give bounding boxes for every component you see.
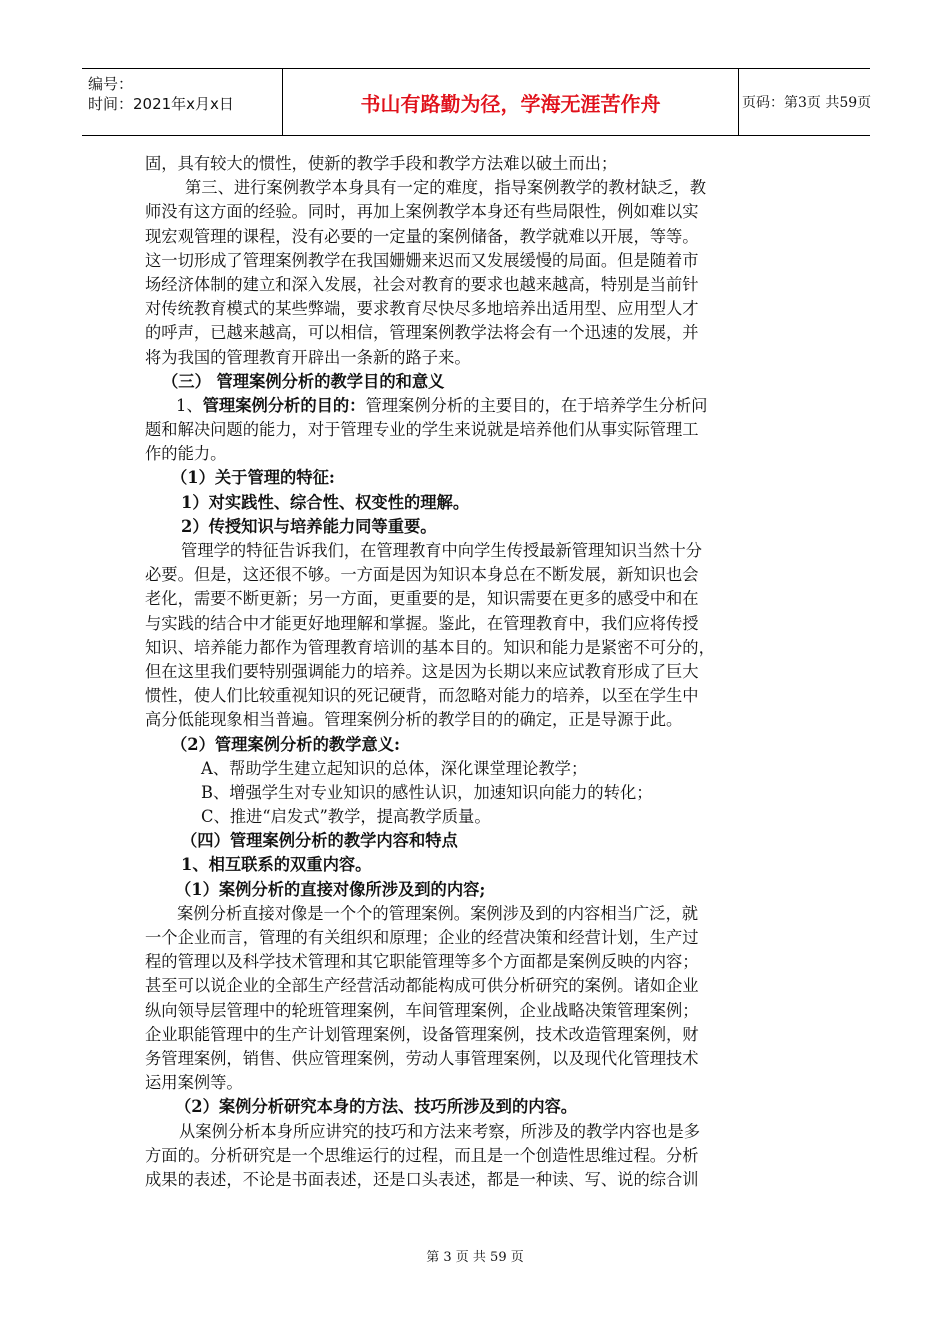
text-line: 从案例分析本身所应讲究的技巧和方法来考察，所涉及的教学内容也是多 — [179, 1121, 701, 1141]
text-line: 惯性，使人们比较重视知识的死记硬背，而忽略对能力的培养，以至在学生中 — [145, 686, 699, 706]
text-line: 成果的表述，不论是书面表述，还是口头表述，都是一种读、写、说的综合训 — [145, 1169, 699, 1189]
text-line: 1、相互联系的双重内容。 — [181, 855, 372, 875]
text-line: 必要。但是，这还很不够。一方面是因为知识本身总在不断发展，新知识也会 — [145, 565, 699, 585]
text-line: 师没有这方面的经验。同时，再加上案例教学本身还有些局限性，例如难以实 — [145, 202, 699, 222]
text-line: B、增强学生对专业知识的感性认识，加速知识向能力的转化； — [201, 782, 653, 802]
text-line: 案例分析直接对像是一个个的管理案例。案例涉及到的内容相当广泛，就 — [177, 903, 699, 923]
text-line: 固，具有较大的惯性，使新的教学手段和教学方法难以破土而出； — [145, 154, 618, 173]
header-info-cell — [82, 69, 282, 135]
header-motto: 书山有路勤为径，学海无涯苦作舟 — [360, 91, 661, 116]
header-divider — [738, 69, 739, 135]
text-line-prefix: 1、 — [176, 395, 203, 415]
text-line: 将为我国的管理教育开辟出一条新的路子来。 — [145, 347, 471, 367]
page-header — [82, 68, 870, 136]
text-line: （2）案例分析研究本身的方法、技巧所涉及到的内容。 — [175, 1097, 578, 1117]
text-line: 老化，需要不断更新；另一方面，更重要的是，知识需要在更多的感受中和在 — [145, 589, 699, 609]
text-line: （三） 管理案例分析的教学目的和意义 — [162, 371, 445, 391]
text-line: 方面的。分析研究是一个思维运行的过程，而且是一个创造性思维过程。分析 — [145, 1145, 699, 1165]
text-line: 企业职能管理中的生产计划管理案例，设备管理案例，技术改造管理案例，财 — [145, 1024, 699, 1044]
text-line-bold: 管理案例分析的目的： — [202, 395, 366, 415]
text-line: 的呼声，已越来越高，可以相信，管理案例教学法将会有一个迅速的发展，并 — [145, 323, 699, 343]
text-line: 务管理案例，销售、供应管理案例，劳动人事管理案例，以及现代化管理技术 — [145, 1048, 699, 1068]
text-line: C、推进“启发式”教学，提高教学质量。 — [201, 807, 491, 827]
text-line: 但在这里我们要特别强调能力的培养。这是因为长期以来应试教育形成了巨大 — [145, 661, 699, 681]
page-footer: 第 3 页 共 59 页 — [426, 1250, 524, 1265]
text-line: 对传统教育模式的某些弊端，要求教育尽快尽多地培养出适用型、应用型人才 — [145, 299, 699, 319]
text-line: 运用案例等。 — [145, 1073, 243, 1093]
text-line: 纵向领导层管理中的轮班管理案例，车间管理案例，企业战略决策管理案例； — [145, 1000, 699, 1020]
text-line: （四）管理案例分析的教学内容和特点 — [181, 831, 458, 851]
text-line: 程的管理以及科学技术管理和其它职能管理等多个方面都是案例反映的内容； — [145, 952, 699, 972]
text-line: 题和解决问题的能力，对于管理专业的学生来说就是培养他们从事实际管理工 — [145, 420, 699, 440]
text-line: （2）管理案例分析的教学意义: — [171, 734, 400, 754]
text-line: 这一切形成了管理案例教学在我国姗姗来迟而又发展缓慢的局面。但是随着市 — [145, 250, 699, 270]
text-line: （1）案例分析的直接对像所涉及到的内容; — [175, 879, 486, 899]
text-line: 与实践的结合中才能更好地理解和掌握。鉴此，在管理教育中，我们应将传授 — [145, 613, 699, 633]
text-line: 知识、培养能力都作为管理教育培训的基本目的。知识和能力是紧密不可分的， — [145, 637, 715, 657]
header-page-number: 页码：第3页 共59页 — [742, 95, 872, 111]
text-line: 高分低能现象相当普遍。管理案例分析的教学目的的确定，正是导源于此。 — [145, 710, 683, 730]
text-line: （1）关于管理的特征: — [171, 468, 335, 488]
text-line: A、帮助学生建立起知识的总体，深化课堂理论教学； — [201, 758, 588, 778]
text-line: 场经济体制的建立和深入发展，社会对教育的要求也越来越高，特别是当前针 — [145, 274, 699, 294]
text-line: 甚至可以说企业的全部生产经营活动都能构成可供分析研究的案例。诸如企业 — [145, 976, 699, 996]
text-line-rest: 管理案例分析的主要目的，在于培养学生分析问 — [365, 395, 708, 415]
document-body — [145, 152, 805, 1192]
text-line: 现宏观管理的课程，没有必要的一定量的案例储备，教学就难以开展，等等。 — [145, 226, 699, 246]
document-date-label: 时间：2021年x月x日 — [88, 95, 234, 113]
text-line: 1）对实践性、综合性、权变性的理解。 — [181, 492, 470, 512]
text-line: 第三、进行案例教学本身具有一定的难度，指导案例教学的教材缺乏，教 — [185, 178, 707, 198]
document-number-label: 编号： — [88, 75, 134, 93]
text-line — [145, 394, 805, 418]
text-line: 一个企业而言，管理的有关组织和原理；企业的经营决策和经营计划，生产过 — [145, 928, 699, 947]
text-line: 管理学的特征告诉我们，在管理教育中向学生传授最新管理知识当然十分 — [181, 541, 703, 560]
text-line: 作的能力。 — [145, 444, 227, 464]
text-line: 2）传授知识与培养能力同等重要。 — [181, 516, 437, 536]
